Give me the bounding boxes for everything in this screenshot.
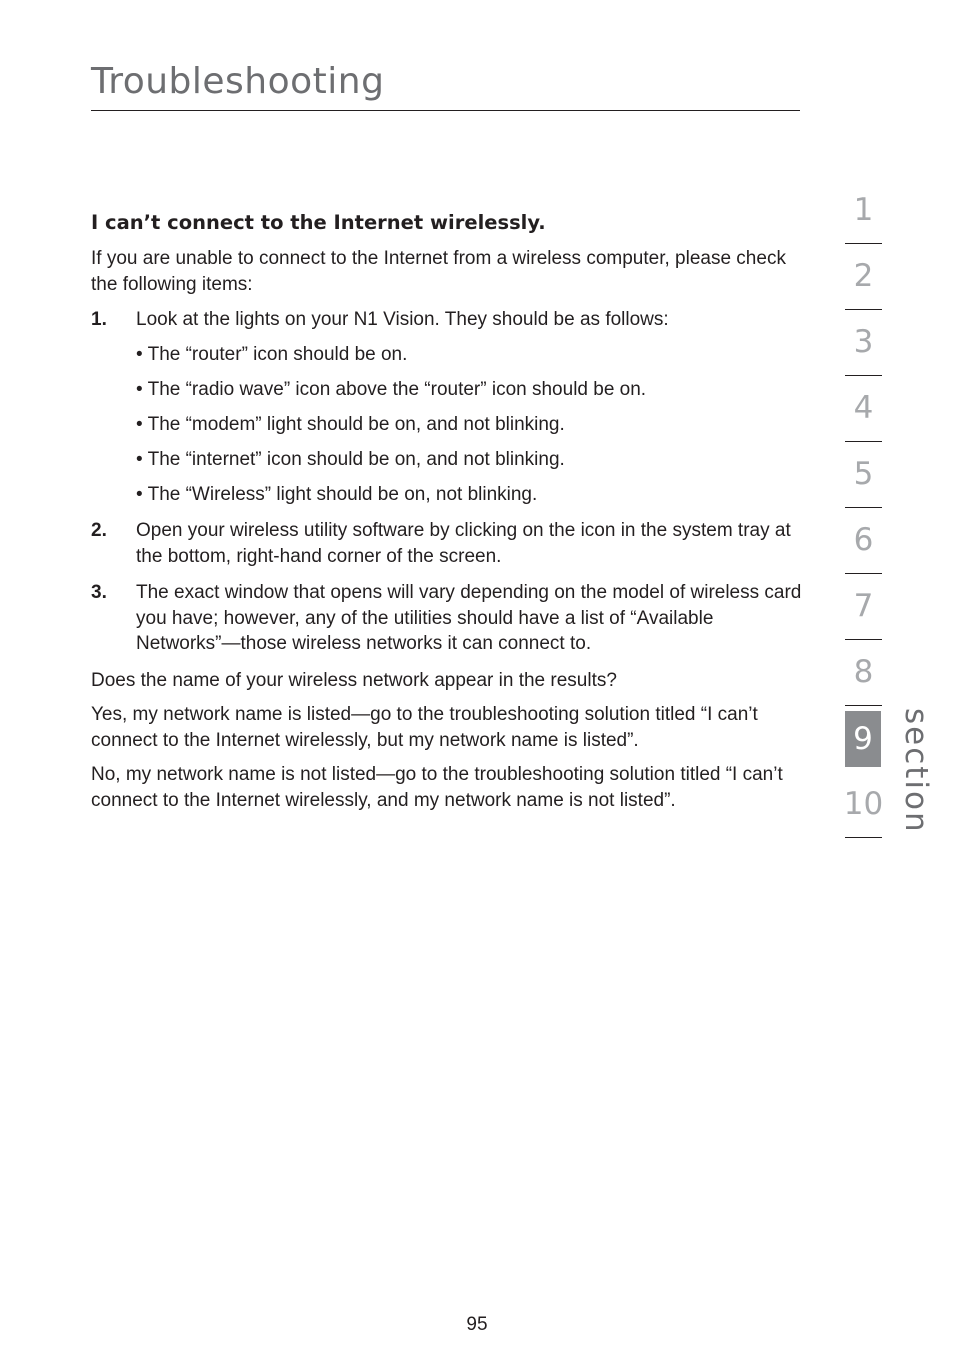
section-number: 6 (853, 522, 874, 558)
step-item (91, 307, 803, 507)
step-number: 2. (91, 520, 107, 541)
main-content (91, 210, 803, 822)
section-tab-2[interactable] (845, 244, 882, 310)
section-number: 2 (853, 258, 874, 294)
section-tab-5[interactable] (845, 442, 882, 508)
section-label: section (898, 708, 934, 834)
active-section-highlight (845, 711, 881, 767)
section-heading: I can’t connect to the Internet wirelessly. (91, 211, 546, 234)
question-paragraph: Does the name of your wireless network appear in the results? (91, 669, 617, 691)
section-tab-3[interactable] (845, 310, 882, 376)
step-item (91, 518, 803, 569)
section-tab-10[interactable] (845, 772, 882, 838)
yes-answer-paragraph: Yes, my network name is listed—go to the troubleshooting solution titled “I can’t connect to the Internet wirelessly, but my network name is listed”. (91, 704, 758, 751)
section-tab-4[interactable] (845, 376, 882, 442)
bullet-list (136, 342, 803, 508)
section-tab-8[interactable] (845, 640, 882, 706)
bullet-item: • The “Wireless” light should be on, not blinking. (136, 483, 538, 505)
section-nav (845, 178, 882, 838)
no-answer-paragraph: No, my network name is not listed—go to the troubleshooting solution titled “I can’t connect to the Internet wirelessly, and my network name is not listed”. (91, 764, 783, 811)
page-number: 95 (466, 1314, 488, 1335)
section-tab-9-active[interactable] (845, 706, 882, 772)
section-number: 10 (843, 786, 884, 822)
section-number: 8 (853, 654, 874, 690)
section-number: 9 (853, 720, 873, 757)
step-item (91, 580, 803, 657)
section-tab-7[interactable] (845, 574, 882, 640)
section-number: 1 (853, 192, 874, 228)
step-text: The exact window that opens will vary depending on the model of wireless card you have; however, any of the utilities should have a list of “Available Networks”—those wireless networks it can connect to. (136, 582, 802, 654)
step-number: 1. (91, 309, 107, 330)
section-number: 4 (853, 390, 874, 426)
section-tab-6[interactable] (845, 508, 882, 574)
section-number: 7 (853, 588, 874, 624)
bullet-item: • The “modem” light should be on, and not blinking. (136, 413, 565, 435)
bullet-item: • The “radio wave” icon above the “router” icon should be on. (136, 378, 647, 400)
bullet-item: • The “router” icon should be on. (136, 343, 408, 365)
step-body (136, 580, 803, 657)
section-number: 3 (853, 324, 874, 360)
step-body (136, 518, 803, 569)
step-body (136, 307, 803, 507)
bullet-item: • The “internet” icon should be on, and not blinking. (136, 448, 565, 470)
section-number: 5 (853, 456, 874, 492)
step-text: Open your wireless utility software by clicking on the icon in the system tray at the bottom, right-hand corner of the screen. (136, 520, 791, 567)
intro-paragraph: If you are unable to connect to the Internet from a wireless computer, please check the following items: (91, 248, 786, 295)
page-title: Troubleshooting (91, 61, 385, 102)
step-text: Look at the lights on your N1 Vision. They should be as follows: (136, 309, 669, 330)
section-tab-1[interactable] (845, 178, 882, 244)
steps-list (91, 307, 803, 657)
title-divider (91, 110, 800, 111)
step-number: 3. (91, 582, 107, 603)
